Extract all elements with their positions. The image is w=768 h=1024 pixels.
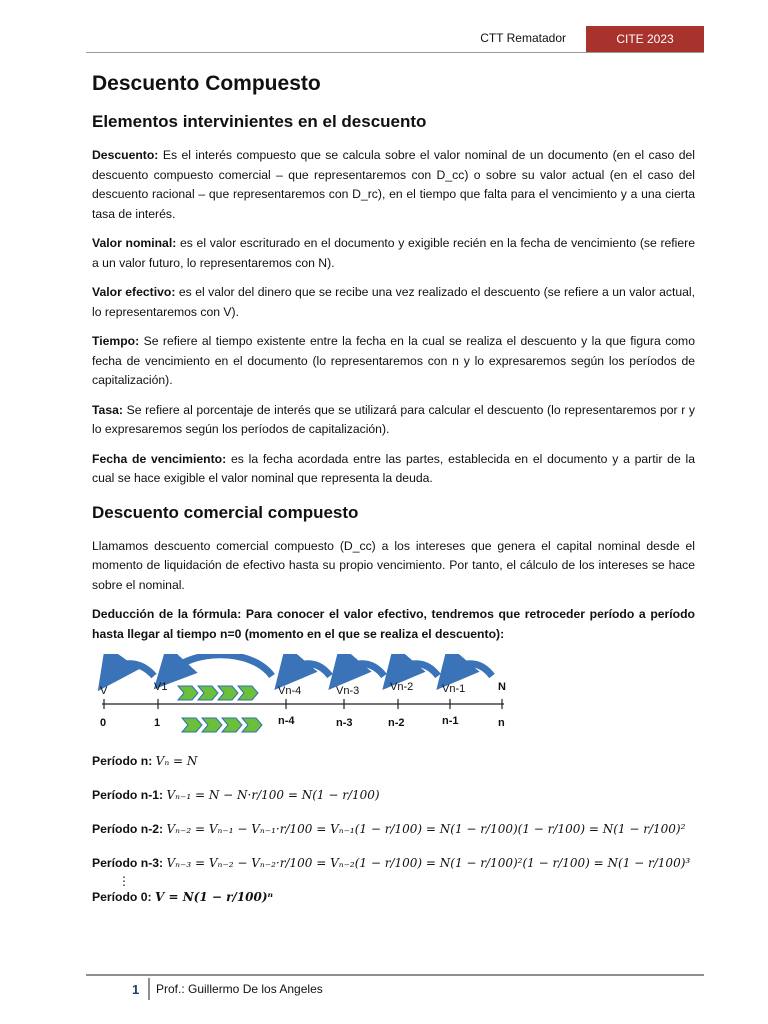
period-n2 (92, 818, 695, 840)
def-term: Valor efectivo: (92, 285, 176, 299)
period-label: Período n-3: (92, 856, 164, 870)
period-n (92, 750, 695, 772)
arrow-n4-1 (168, 655, 272, 676)
header-badge: CITE 2023 (586, 26, 704, 52)
arrow-n-n1 (450, 664, 492, 676)
tick-0: 0 (100, 717, 107, 729)
section-heading-comercial: Descuento comercial compuesto (92, 502, 359, 522)
def-descuento (92, 146, 695, 224)
def-term: Fecha de vencimiento: (92, 451, 227, 466)
page-header (86, 26, 704, 53)
period-equation: Vₙ₋₃ = Vₙ₋₂ − Vₙ₋₂·r/100 = Vₙ₋₂(1 − r/100) = N(1 − r/100)²(1 − r/100) = N(1 − r/100)³ (166, 856, 691, 870)
period-label: Período n: (92, 754, 153, 768)
footer-divider (148, 978, 150, 1000)
def-text: es la fecha acordada entre las partes, establecida en el documento y a partir de la cual se hace exigible el valor nominal que representa la deuda. (92, 451, 696, 485)
section-heading-elements: Elementos intervinientes en el descuento (92, 112, 427, 131)
deduccion-term: Deducción de la fórmula: (92, 607, 242, 621)
label-vn3: Vn-3 (336, 685, 360, 697)
def-term: Tasa: (92, 402, 123, 417)
period-equation: Vₙ₋₁ = N − N·r/100 = N(1 − r/100) (166, 788, 380, 802)
page-content (92, 66, 695, 920)
timeline-svg (92, 654, 512, 744)
intro-paragraph: Llamamos descuento comercial compuesto (D_cc) a los intereses que genera el capital nominal desde el momento de liquidación de efectivo hasta su propio vencimiento. Por tanto, el cálculo de los intereses se hace sobre el nominal. (92, 538, 695, 592)
period-label: Período n-2: (92, 822, 164, 836)
arrow-1-0 (110, 664, 154, 676)
page-title: Descuento Compuesto (92, 72, 321, 95)
def-text: Se refiere al porcentaje de interés que se utilizará para calcular el descuento (lo representaremos por r y lo expresaremos según los períodos de capitalización). (92, 402, 696, 436)
label-n: N (498, 681, 506, 693)
arrow-n2-n3 (342, 664, 384, 676)
author-name: Prof.: Guillermo De los Angeles (156, 982, 323, 996)
period-n3 (92, 852, 695, 874)
tick-n2: n-2 (388, 717, 405, 729)
vertical-ellipsis: ⋮ (118, 874, 130, 888)
tick-n3: n-3 (336, 717, 353, 729)
period-label: Período n-1: (92, 788, 164, 802)
deduccion-text: Para conocer el valor efectivo, tendremos que retroceder período a período hasta llegar al tiempo n=0 (momento en el que se realiza el descuento): (92, 607, 696, 641)
period-equation: V = N(1 − r/100)ⁿ (154, 890, 274, 904)
arrow-n1-n2 (396, 664, 438, 676)
def-text: Es el interés compuesto que se calcula sobre el valor nominal de un documento (en el caso del descuento compuesto comercial – que representaremos con D_cc) o sobre su valor actual (en el caso del descuento racional – que representaremos con D_rc), en el tiempo que falta para el vencimiento y a una cierta tasa de interés. (92, 148, 696, 221)
page-footer (86, 974, 704, 997)
course-name: CTT Rematador (480, 31, 566, 45)
tick-n1: n-1 (442, 715, 459, 727)
def-valor-efectivo (92, 283, 695, 322)
def-text: es el valor del dinero que se recibe una vez realizado el descuento (se refiere a un valor actual, lo representaremos con V). (92, 285, 696, 319)
def-valor-nominal (92, 234, 695, 273)
timeline-top-labels (100, 681, 506, 697)
tick-n: n (498, 717, 505, 729)
tick-1: 1 (154, 717, 161, 729)
period-equation: Vₙ₋₂ = Vₙ₋₁ − Vₙ₋₁·r/100 = Vₙ₋₁(1 − r/100) = N(1 − r/100)(1 − r/100) = N(1 − r/100)² (166, 822, 686, 836)
period-equation: Vₙ = N (155, 754, 198, 768)
page-number: 1 (132, 982, 140, 997)
timeline-bottom-labels (100, 715, 505, 729)
deduccion-paragraph (92, 605, 695, 644)
def-tiempo (92, 332, 695, 391)
period-0 (92, 886, 695, 908)
label-vn4: Vn-4 (278, 685, 302, 697)
arrow-n3-n4 (288, 664, 330, 676)
timeline-diagram (92, 654, 512, 744)
label-v0: V (100, 685, 108, 697)
def-text: es el valor escriturado en el documento y exigible recién en la fecha de vencimiento (se refiere a un valor futuro, lo representaremos con N). (92, 236, 695, 270)
period-n1 (92, 784, 695, 806)
back-arrows (110, 655, 492, 676)
def-tasa (92, 401, 695, 440)
label-v1: V1 (154, 681, 168, 693)
label-vn1: Vn-1 (442, 683, 466, 695)
chevrons-bottom (182, 718, 262, 732)
def-text: Se refiere al tiempo existente entre la fecha en la cual se realiza el descuento y la que figura como fecha de vencimiento en el documento (lo representaremos con n y lo expresaremos según los períodos de capitalización). (92, 334, 695, 387)
period-label: Período 0: (92, 890, 152, 904)
chevrons-top (178, 686, 258, 700)
def-fecha-vencimiento (92, 450, 695, 489)
label-vn2: Vn-2 (390, 681, 414, 693)
def-term: Tiempo: (92, 334, 140, 348)
def-term: Valor nominal: (92, 236, 177, 250)
tick-n4: n-4 (278, 715, 295, 727)
def-term: Descuento: (92, 148, 159, 162)
